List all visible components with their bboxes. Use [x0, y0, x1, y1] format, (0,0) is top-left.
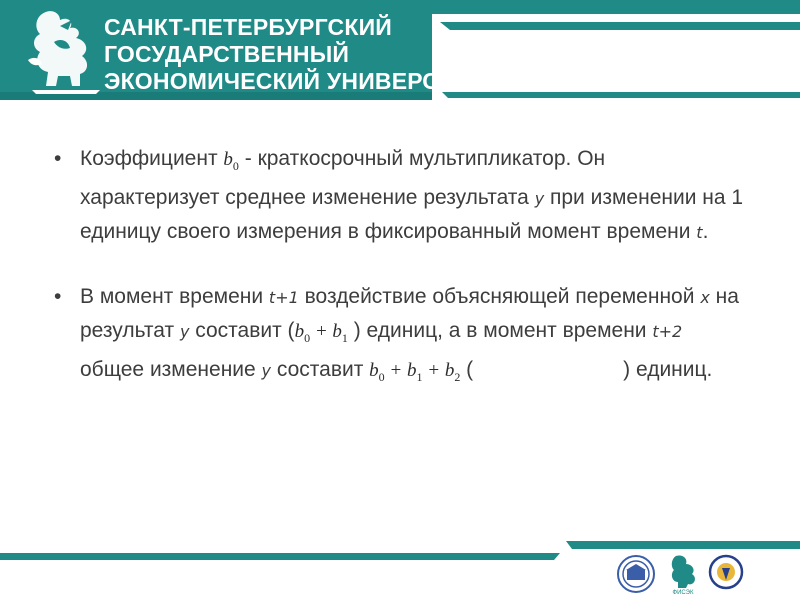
text: ) единиц.: [623, 358, 713, 382]
variable-x: x: [700, 288, 710, 308]
math-symbol: b: [407, 360, 417, 382]
math-subscript: 0: [232, 158, 239, 173]
bullet-marker: •: [54, 285, 62, 309]
ficek-logo-icon: [666, 554, 700, 594]
text: составит (: [189, 318, 295, 342]
university-name-line-3: ЭКОНОМИЧЕСКИЙ УНИВЕРСИТЕТ: [104, 68, 500, 94]
griffin-logo-icon: [24, 6, 108, 94]
text: ) единиц, а в момент времени: [347, 318, 653, 342]
ficek-logo-caption: ФИСЭК: [672, 590, 694, 594]
variable-t-plus-2: t+2: [652, 321, 683, 341]
math-symbol: b: [223, 149, 233, 170]
university-name-line-2: ГОСУДАРСТВЕННЫЙ: [104, 41, 350, 67]
text: Коэффициент: [80, 147, 224, 170]
math-symbol: b: [332, 320, 342, 342]
text: воздействие объясняющей переменной: [298, 285, 701, 309]
round-emblem-icon: [708, 554, 744, 594]
math-subscript: 0: [378, 369, 385, 384]
variable-y: y: [534, 189, 545, 209]
bullet-item-2: [50, 281, 750, 393]
institution-seal-icon: [616, 554, 656, 594]
math-symbol: b: [294, 320, 305, 342]
bullet-item-1: [50, 143, 750, 249]
math-subscript: 2: [454, 369, 461, 384]
variable-y: y: [261, 361, 272, 381]
text: при изменении на 1 единицу своего измерения в фиксированный момент времени: [80, 186, 744, 243]
university-name-line-1: САНКТ-ПЕТЕРБУРГСКИЙ: [104, 14, 393, 40]
math-subscript: 1: [416, 369, 423, 384]
formula-b0: [223, 149, 239, 173]
math-symbol: b: [369, 360, 379, 382]
text: .: [702, 219, 709, 243]
math-symbol: b: [444, 360, 455, 382]
text: - краткосрочный мультипликатор. Он характеризует среднее изменение результата: [80, 147, 606, 210]
text: общее изменение: [80, 358, 262, 382]
variable-t: t: [696, 222, 703, 242]
text: В момент времени: [80, 285, 269, 309]
text: на результат: [80, 285, 739, 342]
text: (: [460, 358, 474, 382]
math-operator: +: [310, 320, 333, 342]
math-subscript: 0: [304, 330, 311, 345]
formula-b0-plus-b1: [294, 320, 348, 345]
bullet-marker: •: [54, 147, 62, 170]
variable-y: y: [179, 321, 190, 341]
math-operator: +: [384, 360, 407, 382]
text: составит: [271, 358, 370, 382]
footer-logos: [616, 554, 746, 598]
slide-content: [50, 143, 750, 393]
variable-t-plus-1: t+1: [268, 288, 299, 308]
formula-b0-plus-b1-plus-b2: [369, 360, 461, 384]
math-operator: +: [422, 360, 445, 382]
header-banner: [0, 0, 800, 105]
math-subscript: 1: [341, 330, 348, 345]
university-name: [104, 14, 500, 95]
